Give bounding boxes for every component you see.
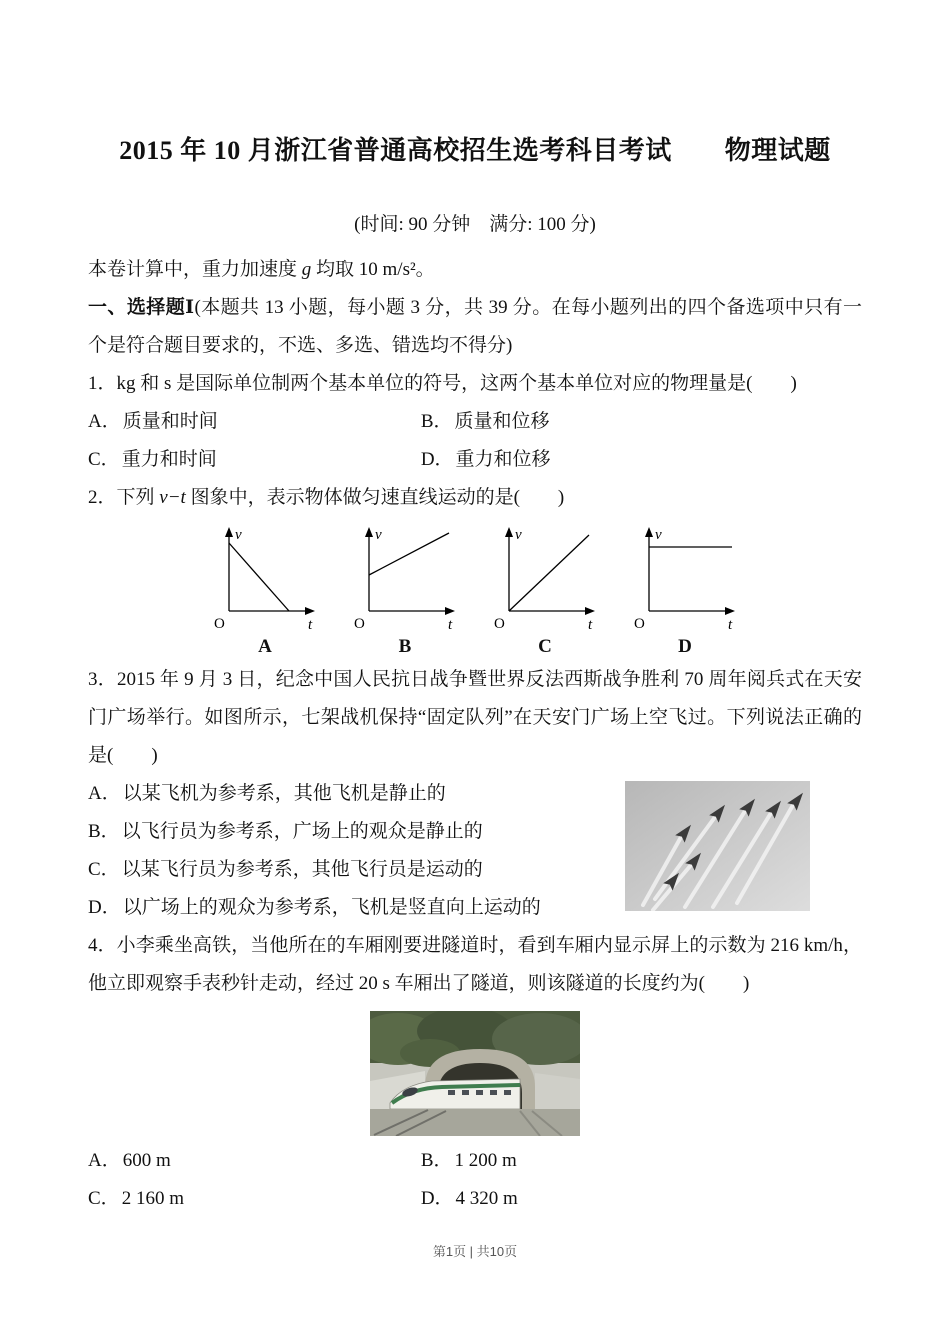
q1-option-d xyxy=(421,441,862,479)
v-axis-arrow-icon xyxy=(645,527,653,537)
q1-option-b xyxy=(421,403,862,441)
q1-option-c-label: C． xyxy=(88,449,120,471)
graph-option-c xyxy=(489,523,601,659)
gravity-note-post: 均取 10 m/s²。 xyxy=(311,259,435,281)
q4-option-c xyxy=(88,1180,421,1218)
q1-option-a-label: A． xyxy=(88,411,121,433)
graph-a-line xyxy=(229,543,289,611)
question-3-options xyxy=(88,775,613,927)
v-axis-label: v xyxy=(655,527,662,544)
question-3-text: 3．2015 年 9 月 3 日，纪念中国人民抗日战争暨世界反法西斯战争胜利 70 周年阅兵式在天安门广场举行。如图所示，七架战机保持“固定队列”在天安门广场上空飞过。下列说法正确的是( ) xyxy=(88,669,862,767)
t-axis-label: t xyxy=(448,617,453,634)
q1-option-d-text: 重力和位移 xyxy=(455,449,551,471)
graph-option-b xyxy=(349,523,461,659)
vt-graph-b xyxy=(349,523,461,635)
v-axis-label: v xyxy=(375,527,382,544)
t-axis-arrow-icon xyxy=(445,607,455,615)
q4-option-b-label: B． xyxy=(420,1150,453,1172)
section1-header xyxy=(88,289,862,365)
origin-label: O xyxy=(354,616,365,633)
q4-option-d-label: D． xyxy=(420,1188,454,1210)
q3-option-d-text: 以广场上的观众为参考系，飞机是竖直向上运动的 xyxy=(122,897,541,919)
q3-option-d-label: D． xyxy=(88,897,121,919)
v-axis-arrow-icon xyxy=(225,527,233,537)
page-number-footer: 第1页 | 共10页 xyxy=(432,1244,518,1259)
planes-formation-photo xyxy=(625,781,810,911)
graph-c-line xyxy=(509,535,589,611)
section1-label: 一、选择题Ⅰ xyxy=(88,297,195,319)
q3-option-b xyxy=(88,813,613,851)
q2-text-suffix: 图象中，表示物体做匀速直线运动的是( ) xyxy=(185,487,565,509)
question-4-options xyxy=(88,1142,862,1218)
graph-option-a xyxy=(209,523,321,659)
q1-option-c-text: 重力和时间 xyxy=(121,449,217,471)
graph-d-letter: D xyxy=(678,636,692,658)
q3-option-b-label: B． xyxy=(88,821,120,843)
t-axis-label: t xyxy=(728,617,733,634)
v-axis-label: v xyxy=(515,527,522,544)
gravity-note-pre: 本卷计算中，重力加速度 xyxy=(88,259,302,281)
exam-time-score: (时间: 90 分钟 满分: 100 分) xyxy=(354,214,596,235)
origin-label: O xyxy=(634,616,645,633)
q4-option-d xyxy=(421,1180,862,1218)
q1-option-a xyxy=(88,403,421,441)
q3-option-a-text: 以某飞机为参考系，其他飞机是静止的 xyxy=(122,783,446,805)
question-1-text: 1．kg 和 s 是国际单位制两个基本单位的符号，这两个基本单位对应的物理量是( ) xyxy=(88,373,797,395)
q3-option-c-text: 以某飞行员为参考系，其他飞行员是运动的 xyxy=(121,859,483,881)
q3-option-b-text: 以飞行员为参考系，广场上的观众是静止的 xyxy=(121,821,483,843)
q1-option-d-label: D． xyxy=(420,449,454,471)
question-1-options xyxy=(88,403,862,479)
q1-option-a-text: 质量和时间 xyxy=(122,411,218,433)
q1-option-b-text: 质量和位移 xyxy=(454,411,550,433)
q2-vt-symbol: v−t xyxy=(159,487,186,509)
gravity-symbol: g xyxy=(301,259,312,281)
q3-option-a xyxy=(88,775,613,813)
q4-option-a xyxy=(88,1142,421,1180)
page-title: 2015 年 10 月浙江省普通高校招生选考科目考试 物理试题 xyxy=(119,136,831,165)
graph-a-letter: A xyxy=(258,636,272,658)
q4-option-c-text: 2 160 m xyxy=(121,1188,184,1210)
v-axis-arrow-icon xyxy=(505,527,513,537)
vt-graph-d xyxy=(629,523,741,635)
vt-graph-c xyxy=(489,523,601,635)
q4-option-d-text: 4 320 m xyxy=(455,1188,518,1210)
q4-option-b-text: 1 200 m xyxy=(454,1150,517,1172)
t-axis-label: t xyxy=(588,617,593,634)
q3-option-c-label: C． xyxy=(88,859,120,881)
vt-graph-a xyxy=(209,523,321,635)
gravity-note xyxy=(88,251,862,289)
q4-option-a-label: A． xyxy=(88,1150,121,1172)
question-4-figure xyxy=(88,1011,862,1136)
t-axis-arrow-icon xyxy=(305,607,315,615)
question-2-graphs xyxy=(88,523,862,659)
q3-option-c xyxy=(88,851,613,889)
q3-option-a-label: A． xyxy=(88,783,121,805)
t-axis-arrow-icon xyxy=(585,607,595,615)
q1-option-b-label: B． xyxy=(420,411,453,433)
q4-option-b xyxy=(421,1142,862,1180)
v-axis-label: v xyxy=(235,527,242,544)
q4-option-a-text: 600 m xyxy=(122,1150,171,1172)
question-3-lower xyxy=(88,775,862,927)
question-2-text xyxy=(88,479,862,517)
q2-text-prefix: 2．下列 xyxy=(88,487,160,509)
v-axis-arrow-icon xyxy=(365,527,373,537)
t-axis-label: t xyxy=(308,617,313,634)
t-axis-arrow-icon xyxy=(725,607,735,615)
q4-option-c-label: C． xyxy=(88,1188,120,1210)
section1-desc: (本题共 13 小题，每小题 3 分，共 39 分。在每小题列出的四个备选项中只有一个是符合题目要求的，不选、多选、错选均不得分) xyxy=(88,297,862,357)
q1-option-c xyxy=(88,441,421,479)
origin-label: O xyxy=(494,616,505,633)
graph-option-d xyxy=(629,523,741,659)
train-tunnel-photo xyxy=(370,1011,580,1136)
graph-c-letter: C xyxy=(538,636,552,658)
tracks xyxy=(370,1109,580,1136)
origin-label: O xyxy=(214,616,225,633)
graph-b-letter: B xyxy=(398,636,412,658)
question-4-text: 4．小李乘坐高铁，当他所在的车厢刚要进隧道时，看到车厢内显示屏上的示数为 216 km/h，他立即观察手表秒针走动，经过 20 s 车厢出了隧道，则该隧道的长度约为( ) xyxy=(88,935,862,995)
q3-option-d xyxy=(88,889,613,927)
